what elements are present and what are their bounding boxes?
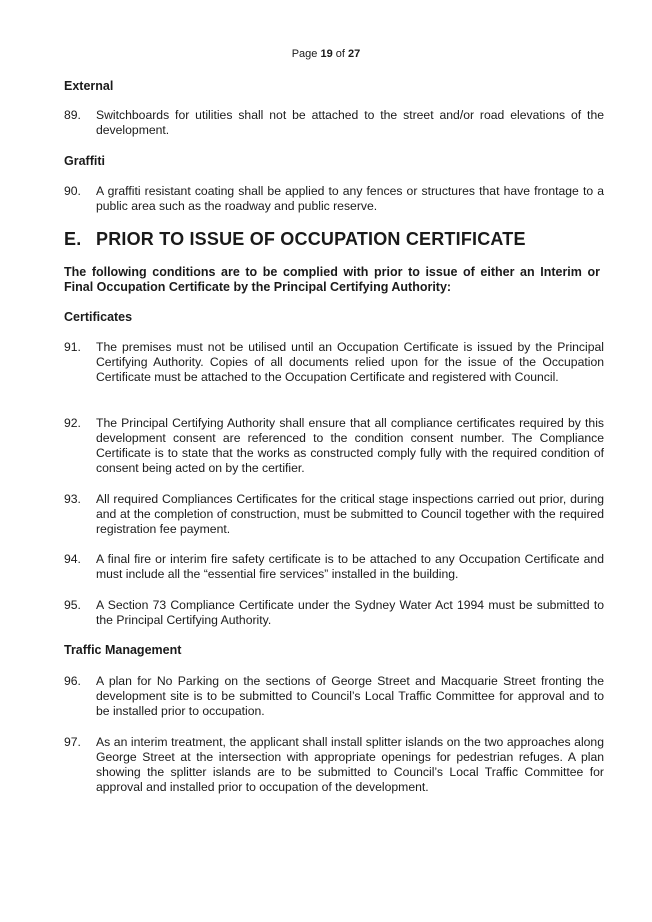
section-e-title [64,229,526,250]
condition-94 [64,552,604,582]
page-number: Page 19 of 27 [291,48,361,60]
condition-text: A final fire or interim fire safety certificate is to be attached to any Occupation Certificate and must include all the “essential fire services” installed in the building. [96,552,604,581]
condition-number: 94. [64,552,81,566]
heading-certificates: Certificates [64,310,133,324]
condition-93 [64,492,604,537]
condition-97 [64,735,604,795]
section-letter: E. [64,229,82,249]
condition-89 [64,108,604,138]
condition-91 [64,340,604,385]
condition-90 [64,184,604,214]
heading-graffiti: Graffiti [64,154,105,168]
section-title-text: PRIOR TO ISSUE OF OCCUPATION CERTIFICATE [96,229,526,249]
condition-number: 95. [64,598,81,612]
condition-number: 97. [64,735,81,749]
condition-number: 93. [64,492,81,506]
heading-external: External [64,79,114,93]
condition-number: 91. [64,340,81,354]
condition-text: Switchboards for utilities shall not be attached to the street and/or road elevations of the development. [96,108,604,137]
condition-number: 89. [64,108,81,122]
heading-traffic-management: Traffic Management [64,643,182,657]
section-intro: The following conditions are to be complied with prior to issue of either an Interim or Final Occupation Certificate by the Principal Certifying Authority: [64,265,600,294]
condition-text: The premises must not be utilised until an Occupation Certificate is issued by the Principal Certifying Authority. Copies of all documents relied upon for the issue of the Occupation Certificate must be attached to the Occupation Certificate and registered with Council. [96,340,604,384]
condition-92 [64,416,604,476]
condition-text: A graffiti resistant coating shall be applied to any fences or structures that have frontage to a public area such as the roadway and public reserve. [96,184,604,213]
condition-text: All required Compliances Certificates for the critical stage inspections carried out prior, during and at the completion of construction, must be submitted to Council together with the required registration fee payment. [96,492,604,536]
condition-number: 90. [64,184,81,198]
condition-number: 92. [64,416,81,430]
condition-text: A plan for No Parking on the sections of George Street and Macquarie Street fronting the development site is to be submitted to Council’s Local Traffic Committee for approval and to be installed prior to occupation. [96,674,604,718]
condition-text: As an interim treatment, the applicant shall install splitter islands on the two approaches along George Street at the intersection with appropriate openings for pedestrian refuges. A plan showing the splitter islands are to be submitted to Council’s Local Traffic Committee for approval and installed prior to occupation of the development. [96,735,604,794]
condition-number: 96. [64,674,81,688]
condition-text: A Section 73 Compliance Certificate under the Sydney Water Act 1994 must be submitted to the Principal Certifying Authority. [96,598,604,627]
condition-95 [64,598,604,628]
condition-96 [64,674,604,719]
condition-text: The Principal Certifying Authority shall ensure that all compliance certificates required by this development consent are referenced to the condition consent number. The Compliance Certificate is to state that the works as constructed comply fully with the required condition of consent being acted on by the certifier. [96,416,604,475]
